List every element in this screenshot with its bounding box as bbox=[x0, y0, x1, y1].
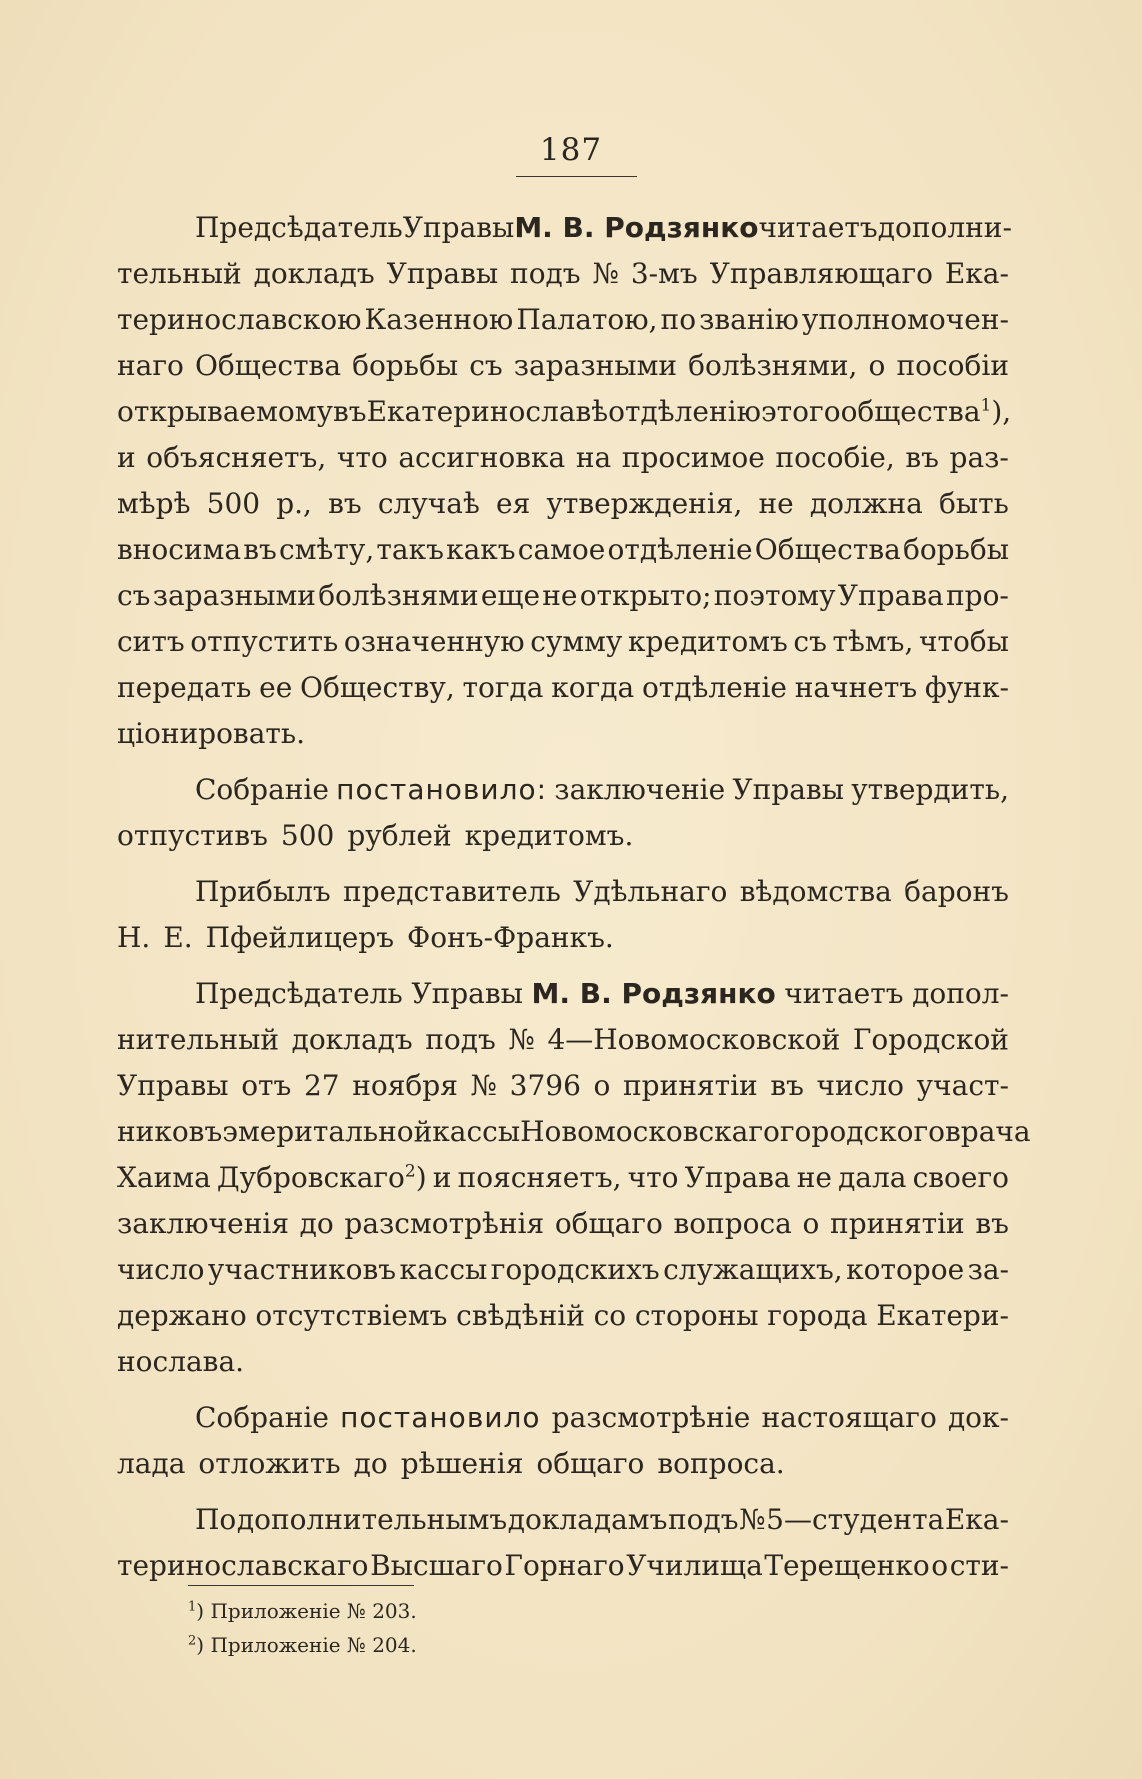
word: тогда bbox=[462, 671, 544, 704]
word: 4—Новомосковской bbox=[547, 1023, 841, 1056]
word: о bbox=[868, 349, 886, 382]
word: Высшаго bbox=[370, 1549, 503, 1582]
word: Новомосковскаго bbox=[520, 1115, 780, 1148]
word: эмеритальной bbox=[222, 1115, 433, 1148]
word: самое bbox=[517, 533, 606, 566]
text-line bbox=[117, 711, 1009, 757]
word: 3-мъ bbox=[630, 257, 698, 290]
word: дала bbox=[838, 1161, 907, 1194]
word: разсмотрѣніе bbox=[551, 1401, 751, 1434]
word: что bbox=[627, 1161, 679, 1194]
word: общества$^1$), bbox=[840, 395, 1012, 428]
text-line bbox=[117, 971, 1009, 1017]
word: Пфейлицеръ bbox=[205, 921, 395, 954]
word: подъ bbox=[425, 1023, 496, 1056]
word: еще bbox=[480, 579, 541, 612]
word: 27 bbox=[303, 1069, 340, 1102]
footnote-marker: 2 bbox=[404, 1161, 416, 1182]
word: этого bbox=[761, 395, 841, 428]
paragraph bbox=[117, 1395, 1009, 1487]
text-line bbox=[117, 1017, 1009, 1063]
word: теринославскою bbox=[117, 303, 362, 336]
text-line bbox=[117, 1293, 1009, 1339]
word: служащихъ, bbox=[663, 1253, 843, 1286]
word: Управляющаго bbox=[709, 257, 933, 290]
text-line bbox=[117, 205, 1012, 251]
word: р., bbox=[276, 487, 312, 520]
word: Собраніе bbox=[195, 1401, 329, 1434]
word: борьбы bbox=[902, 533, 1009, 566]
word: заразными bbox=[513, 349, 678, 382]
word: быть bbox=[939, 487, 1009, 520]
text-line bbox=[117, 1441, 1009, 1487]
word: города bbox=[767, 1299, 868, 1332]
word: случаѣ bbox=[377, 487, 480, 520]
word: утвержденія, bbox=[546, 487, 743, 520]
word: борьбы bbox=[352, 349, 459, 382]
word: до bbox=[299, 1207, 334, 1240]
footnote: $^2$) Приложеніе № 204. bbox=[188, 1633, 417, 1657]
word: кассы bbox=[399, 1253, 488, 1286]
word: городского bbox=[779, 1115, 945, 1148]
word: чтобы bbox=[918, 625, 1009, 658]
text-line bbox=[117, 527, 1009, 573]
word: отдѣленіе bbox=[641, 671, 787, 704]
text-line bbox=[117, 343, 1009, 389]
word: участ- bbox=[916, 1069, 1009, 1102]
word: допол- bbox=[912, 977, 1009, 1010]
word: Терещенко bbox=[764, 1549, 930, 1582]
word: въ bbox=[975, 1207, 1009, 1240]
word: Управа bbox=[837, 579, 944, 612]
text-line bbox=[117, 251, 1009, 297]
word: какъ bbox=[446, 533, 516, 566]
word: 5—студента bbox=[766, 1503, 945, 1536]
paragraph-gap bbox=[117, 757, 1009, 767]
word: нительный bbox=[117, 1023, 280, 1056]
word: постановило: bbox=[336, 773, 548, 806]
text-line bbox=[117, 1201, 1009, 1247]
word: поясняетъ, bbox=[457, 1161, 622, 1194]
word: тѣмъ, bbox=[832, 625, 914, 658]
word: Горнаго bbox=[504, 1549, 625, 1582]
word: докладъ bbox=[253, 257, 375, 290]
word: 500 bbox=[206, 487, 261, 520]
word: сти- bbox=[949, 1549, 1009, 1582]
paragraph-gap bbox=[117, 1385, 1009, 1395]
word: Палатою, bbox=[516, 303, 658, 336]
word: просимое bbox=[621, 441, 765, 474]
paragraph bbox=[117, 205, 1012, 757]
word: Хаима bbox=[117, 1161, 211, 1194]
text-line bbox=[117, 1247, 1009, 1293]
word: что bbox=[336, 441, 388, 474]
footnote-number: 1 bbox=[188, 1599, 197, 1615]
text-line bbox=[117, 869, 1009, 915]
footnote-text: Приложеніе № 204. bbox=[210, 1633, 417, 1657]
word: въ bbox=[770, 1069, 804, 1102]
word: вѣдомства bbox=[739, 875, 892, 908]
word: уполномочен- bbox=[801, 303, 1009, 336]
word: никовъ bbox=[117, 1115, 223, 1148]
page-number: 187 bbox=[539, 132, 603, 168]
text-line bbox=[117, 1155, 1009, 1201]
word: Управы bbox=[117, 1069, 229, 1102]
word: за- bbox=[967, 1253, 1009, 1286]
text-line bbox=[117, 1497, 1009, 1543]
word: городскихъ bbox=[490, 1253, 660, 1286]
paragraph bbox=[117, 971, 1031, 1385]
word: объясняетъ, bbox=[146, 441, 327, 474]
paragraph bbox=[117, 869, 1009, 961]
body-text bbox=[117, 205, 1031, 1589]
word: заразными bbox=[152, 579, 316, 612]
footnote-rule bbox=[188, 1585, 414, 1586]
word: ноября bbox=[352, 1069, 458, 1102]
word: № bbox=[508, 1023, 535, 1056]
word: разсмотрѣнія bbox=[344, 1207, 545, 1240]
word: док- bbox=[947, 1401, 1009, 1434]
word: дополнительнымъ bbox=[236, 1503, 508, 1536]
word: по bbox=[660, 303, 697, 336]
text-line bbox=[117, 573, 1009, 619]
word: открыто; bbox=[579, 579, 712, 612]
text-line bbox=[117, 297, 1009, 343]
word: М. В. Родзянко bbox=[531, 977, 776, 1010]
word: ассигновка bbox=[398, 441, 566, 474]
word: про- bbox=[945, 579, 1009, 612]
paragraph-gap bbox=[117, 1487, 1009, 1497]
word: Предсѣдатель bbox=[195, 977, 403, 1010]
word: вопроса. bbox=[657, 1447, 785, 1480]
word: болѣзнями bbox=[318, 579, 479, 612]
word: Н. bbox=[117, 921, 151, 954]
word: подъ bbox=[667, 1503, 739, 1536]
footnote-number: 2 bbox=[188, 1633, 197, 1649]
word: отпустивъ bbox=[117, 819, 268, 852]
text-line bbox=[117, 1109, 1031, 1155]
word: дополни- bbox=[877, 211, 1012, 244]
word: кассы bbox=[432, 1115, 521, 1148]
text-line bbox=[117, 767, 1009, 813]
word: съ bbox=[117, 579, 151, 612]
word: и bbox=[117, 441, 136, 474]
text-line bbox=[117, 665, 1009, 711]
word: въ bbox=[243, 533, 277, 566]
word: до bbox=[353, 1447, 388, 1480]
paragraph-gap bbox=[117, 859, 1009, 869]
word: Училища bbox=[626, 1549, 763, 1582]
text-line bbox=[117, 481, 1009, 527]
word: принятіи bbox=[623, 1069, 758, 1102]
word: число bbox=[816, 1069, 905, 1102]
word: Дубровскаго$^2$) bbox=[216, 1161, 427, 1194]
word: общаго bbox=[536, 1447, 645, 1480]
paragraph bbox=[117, 1497, 1009, 1589]
word: смѣту, bbox=[279, 533, 375, 566]
word: сумму bbox=[530, 625, 623, 658]
word: и bbox=[432, 1161, 452, 1194]
word: Е. bbox=[163, 921, 193, 954]
word: теринославскаго bbox=[117, 1549, 369, 1582]
text-line bbox=[117, 915, 1009, 961]
word: свѣдѣній bbox=[456, 1299, 585, 1332]
word: представитель bbox=[343, 875, 561, 908]
word: отпустить bbox=[190, 625, 339, 658]
word: мѣрѣ bbox=[117, 487, 191, 520]
word: 500 bbox=[280, 819, 335, 852]
word: 3796 bbox=[509, 1069, 581, 1102]
word: ея bbox=[496, 487, 531, 520]
word: заключеніе bbox=[554, 773, 726, 806]
text-line bbox=[117, 1063, 1009, 1109]
word: общаго bbox=[554, 1207, 663, 1240]
text-line bbox=[117, 813, 1009, 859]
word: ціонировать. bbox=[117, 717, 306, 750]
word: съ bbox=[793, 625, 827, 658]
word: Фонъ-Франкъ. bbox=[407, 921, 614, 954]
word: № bbox=[470, 1069, 498, 1102]
paragraph-gap bbox=[117, 961, 1009, 971]
word: Прибылъ bbox=[195, 875, 331, 908]
word: Общества bbox=[194, 349, 342, 382]
text-line bbox=[117, 435, 1009, 481]
word: подъ bbox=[510, 257, 581, 290]
word: ее bbox=[259, 671, 293, 704]
footnotes bbox=[188, 1594, 417, 1662]
word: о bbox=[931, 1549, 949, 1582]
word: читаетъ bbox=[758, 211, 878, 244]
word: Городской bbox=[852, 1023, 1009, 1056]
word: Управы bbox=[411, 977, 523, 1010]
word: Собраніе bbox=[195, 773, 329, 806]
word: должна bbox=[809, 487, 923, 520]
word: Предсѣдатель bbox=[195, 211, 403, 244]
word: не bbox=[758, 487, 794, 520]
word: рублей bbox=[347, 819, 452, 852]
word: не bbox=[796, 1161, 832, 1194]
word: передать bbox=[117, 671, 252, 704]
word: когда bbox=[551, 671, 635, 704]
word: число bbox=[117, 1253, 205, 1286]
word: нослава. bbox=[117, 1345, 245, 1378]
word: кредитомъ bbox=[627, 625, 788, 658]
word: Управа bbox=[684, 1161, 791, 1194]
word: вносима bbox=[117, 533, 242, 566]
word: въ bbox=[328, 487, 362, 520]
word: рѣшенія bbox=[400, 1447, 524, 1480]
word: своего bbox=[912, 1161, 1009, 1194]
word: Управы bbox=[386, 257, 499, 290]
word: пособіи bbox=[896, 349, 1009, 382]
text-line bbox=[117, 389, 1012, 435]
word: пособіе, bbox=[775, 441, 895, 474]
word: настоящаго bbox=[761, 1401, 937, 1434]
word: Обществу, bbox=[300, 671, 455, 704]
word: означенную bbox=[343, 625, 525, 658]
word: стороны bbox=[634, 1299, 759, 1332]
word: о bbox=[593, 1069, 611, 1102]
word: наго bbox=[117, 349, 184, 382]
word: начнетъ bbox=[794, 671, 918, 704]
word: такъ bbox=[376, 533, 444, 566]
word: тельный bbox=[117, 257, 242, 290]
word: утвердить, bbox=[851, 773, 1009, 806]
word: на bbox=[575, 441, 612, 474]
word: отложить bbox=[198, 1447, 341, 1480]
word: отъ bbox=[241, 1069, 292, 1102]
word: читаетъ bbox=[784, 977, 904, 1010]
footnote-marker: 1 bbox=[980, 395, 992, 416]
word: въ bbox=[905, 441, 939, 474]
word: со bbox=[593, 1299, 627, 1332]
word: Екатери- bbox=[876, 1299, 1009, 1332]
text-line bbox=[117, 1339, 1009, 1385]
word: о bbox=[802, 1207, 820, 1240]
word: раз- bbox=[949, 441, 1009, 474]
word: По bbox=[195, 1503, 237, 1536]
word: не bbox=[542, 579, 578, 612]
word: докладъ bbox=[291, 1023, 413, 1056]
word: принятіи bbox=[830, 1207, 965, 1240]
word: М. В. Родзянко bbox=[514, 211, 759, 244]
word: въ bbox=[332, 395, 367, 428]
word: отсутствіемъ bbox=[255, 1299, 448, 1332]
word: Общества bbox=[754, 533, 901, 566]
text-line bbox=[117, 1395, 1009, 1441]
word: отдѣленію bbox=[608, 395, 761, 428]
word: докладамъ bbox=[507, 1503, 668, 1536]
word: держано bbox=[117, 1299, 247, 1332]
word: открываемому bbox=[117, 395, 333, 428]
word: баронъ bbox=[904, 875, 1009, 908]
word: лада bbox=[117, 1447, 186, 1480]
word: съ bbox=[469, 349, 503, 382]
word: № bbox=[739, 1503, 766, 1536]
word: болѣзнями, bbox=[688, 349, 858, 382]
word: поэтому bbox=[713, 579, 836, 612]
word: ситъ bbox=[117, 625, 185, 658]
word: Управы bbox=[402, 211, 515, 244]
footnote-text: Приложеніе № 203. bbox=[210, 1599, 417, 1623]
word: врача bbox=[945, 1115, 1031, 1148]
word: постановило bbox=[340, 1401, 541, 1434]
word: Удѣльнаго bbox=[573, 875, 728, 908]
word: отдѣленіе bbox=[607, 533, 753, 566]
word: Ека- bbox=[944, 257, 1009, 290]
word: вопроса bbox=[673, 1207, 792, 1240]
footnote: $^1$) Приложеніе № 203. bbox=[188, 1599, 417, 1623]
word: Екатеринославѣ bbox=[366, 395, 609, 428]
word: Ека- bbox=[944, 1503, 1009, 1536]
word: заключенія bbox=[117, 1207, 289, 1240]
text-line bbox=[117, 619, 1009, 665]
word: Казенною bbox=[364, 303, 514, 336]
word: функ- bbox=[924, 671, 1009, 704]
word: кредитомъ. bbox=[464, 819, 634, 852]
page-number-rule bbox=[516, 176, 637, 177]
word: званію bbox=[699, 303, 799, 336]
text-line bbox=[117, 1543, 1009, 1589]
word: Управы bbox=[732, 773, 844, 806]
paragraph bbox=[117, 767, 1009, 859]
word: № bbox=[592, 257, 619, 290]
word: которое bbox=[846, 1253, 965, 1286]
word: участниковъ bbox=[207, 1253, 397, 1286]
